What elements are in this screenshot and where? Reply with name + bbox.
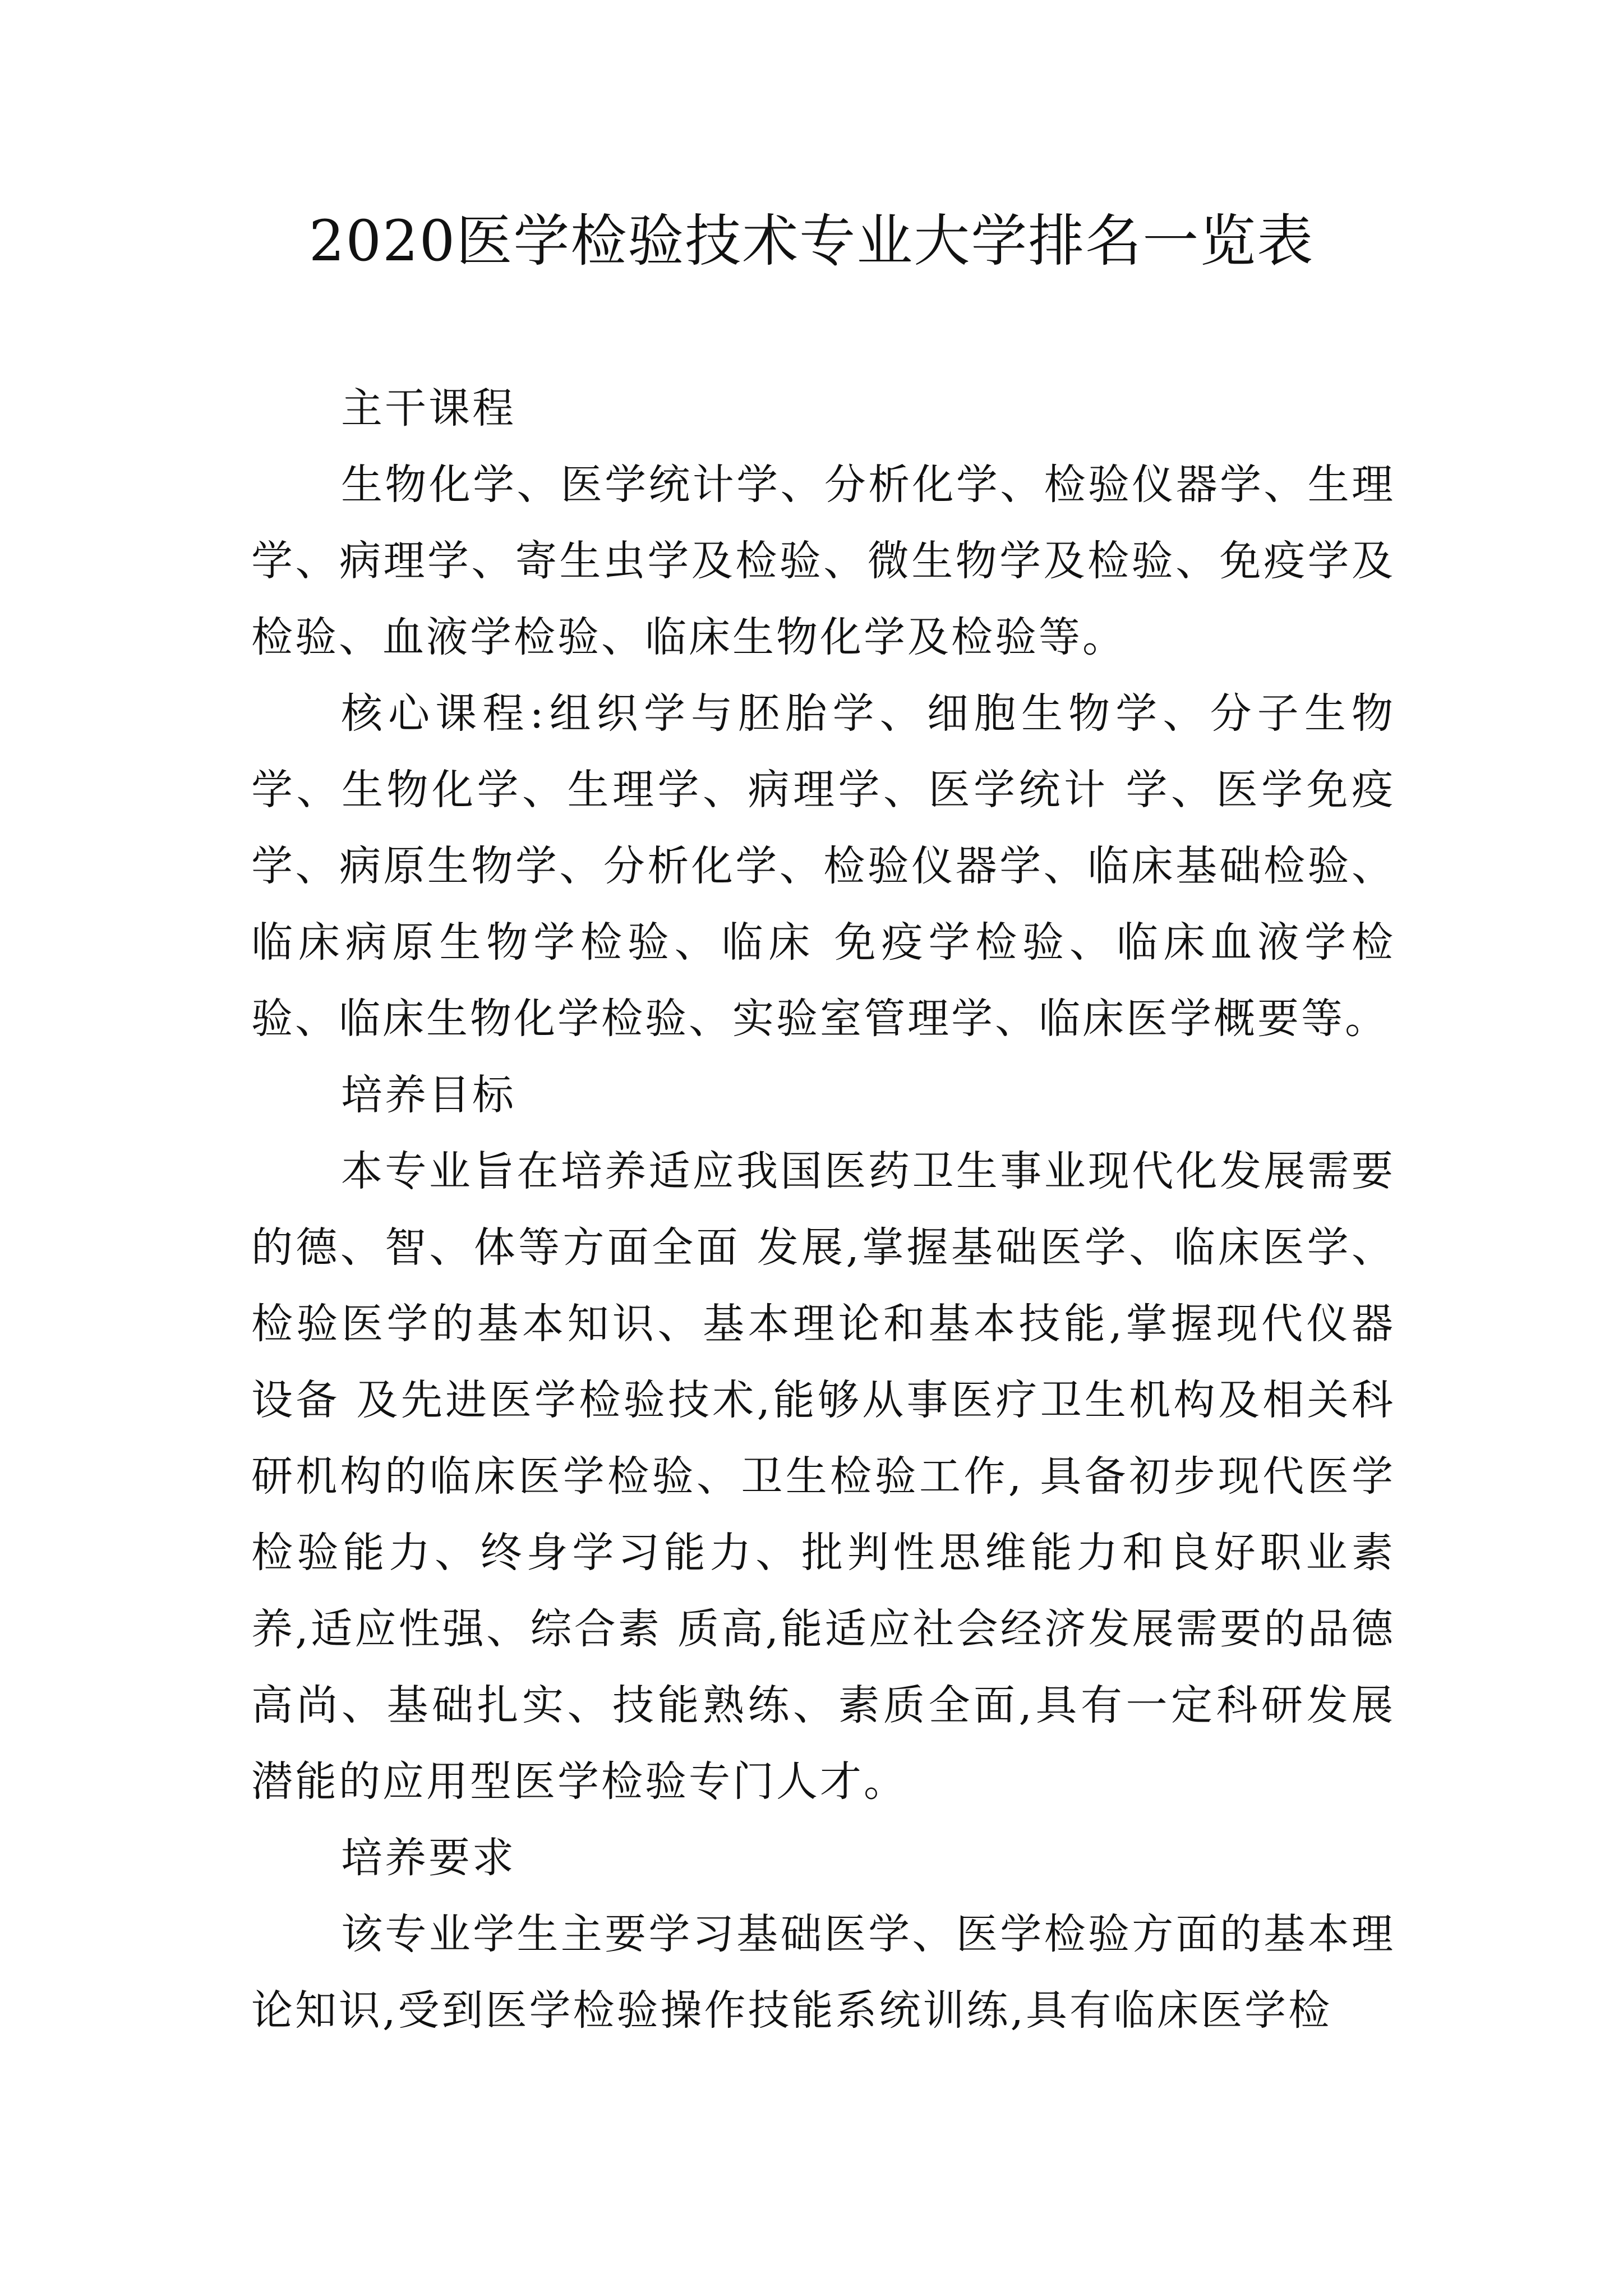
section-heading-training-goals: 培养目标 xyxy=(341,1071,516,1119)
section-heading-training-requirements: 培养要求 xyxy=(341,1834,516,1882)
document-body xyxy=(251,370,1395,2049)
training-goals-paragraph: 本专业旨在培养适应我国医药卫生事业现代化发展需要的德、智、体等方面全面 发展,掌握基础医学、临床医学、检验医学的基本知识、基本理论和基本技能,掌握现代仪器设备 及先进医学检验技术,能够从事医疗卫生机构及相关科研机构的临床医学检验、卫生检验工作, 具备初步现代医学检验能力、终身学习能力、批判性思维能力和良好职业素养,适应性强、综合素 质高,能适应社会经济发展需要的品德高尚、基础扎实、技能熟练、素质全面,具有一定科研发展 潜能的应用型医学检验专门人才。 xyxy=(251,1147,1395,1806)
main-courses-paragraph: 生物化学、医学统计学、分析化学、检验仪器学、生理学、病理学、寄生虫学及检验、微生物学及检验、免疫学及检验、血液学检验、临床生物化学及检验等。 xyxy=(251,461,1395,661)
section-heading-main-courses: 主干课程 xyxy=(341,384,516,432)
document-title: 2020医学检验技术专业大学排名一览表 xyxy=(308,208,1315,274)
training-requirements-paragraph: 该专业学生主要学习基础医学、医学检验方面的基本理论知识,受到医学检验操作技能系统训练,具有临床医学检 xyxy=(251,1910,1395,2035)
core-courses-paragraph: 核心课程:组织学与胚胎学、细胞生物学、分子生物学、生物化学、生理学、病理学、医学统计 学、医学免疫学、病原生物学、分析化学、检验仪器学、临床基础检验、临床病原生物学检验、临床 免疫学检验、临床血液学检验、临床生物化学检验、实验室管理学、临床医学概要等。 xyxy=(251,689,1395,1043)
